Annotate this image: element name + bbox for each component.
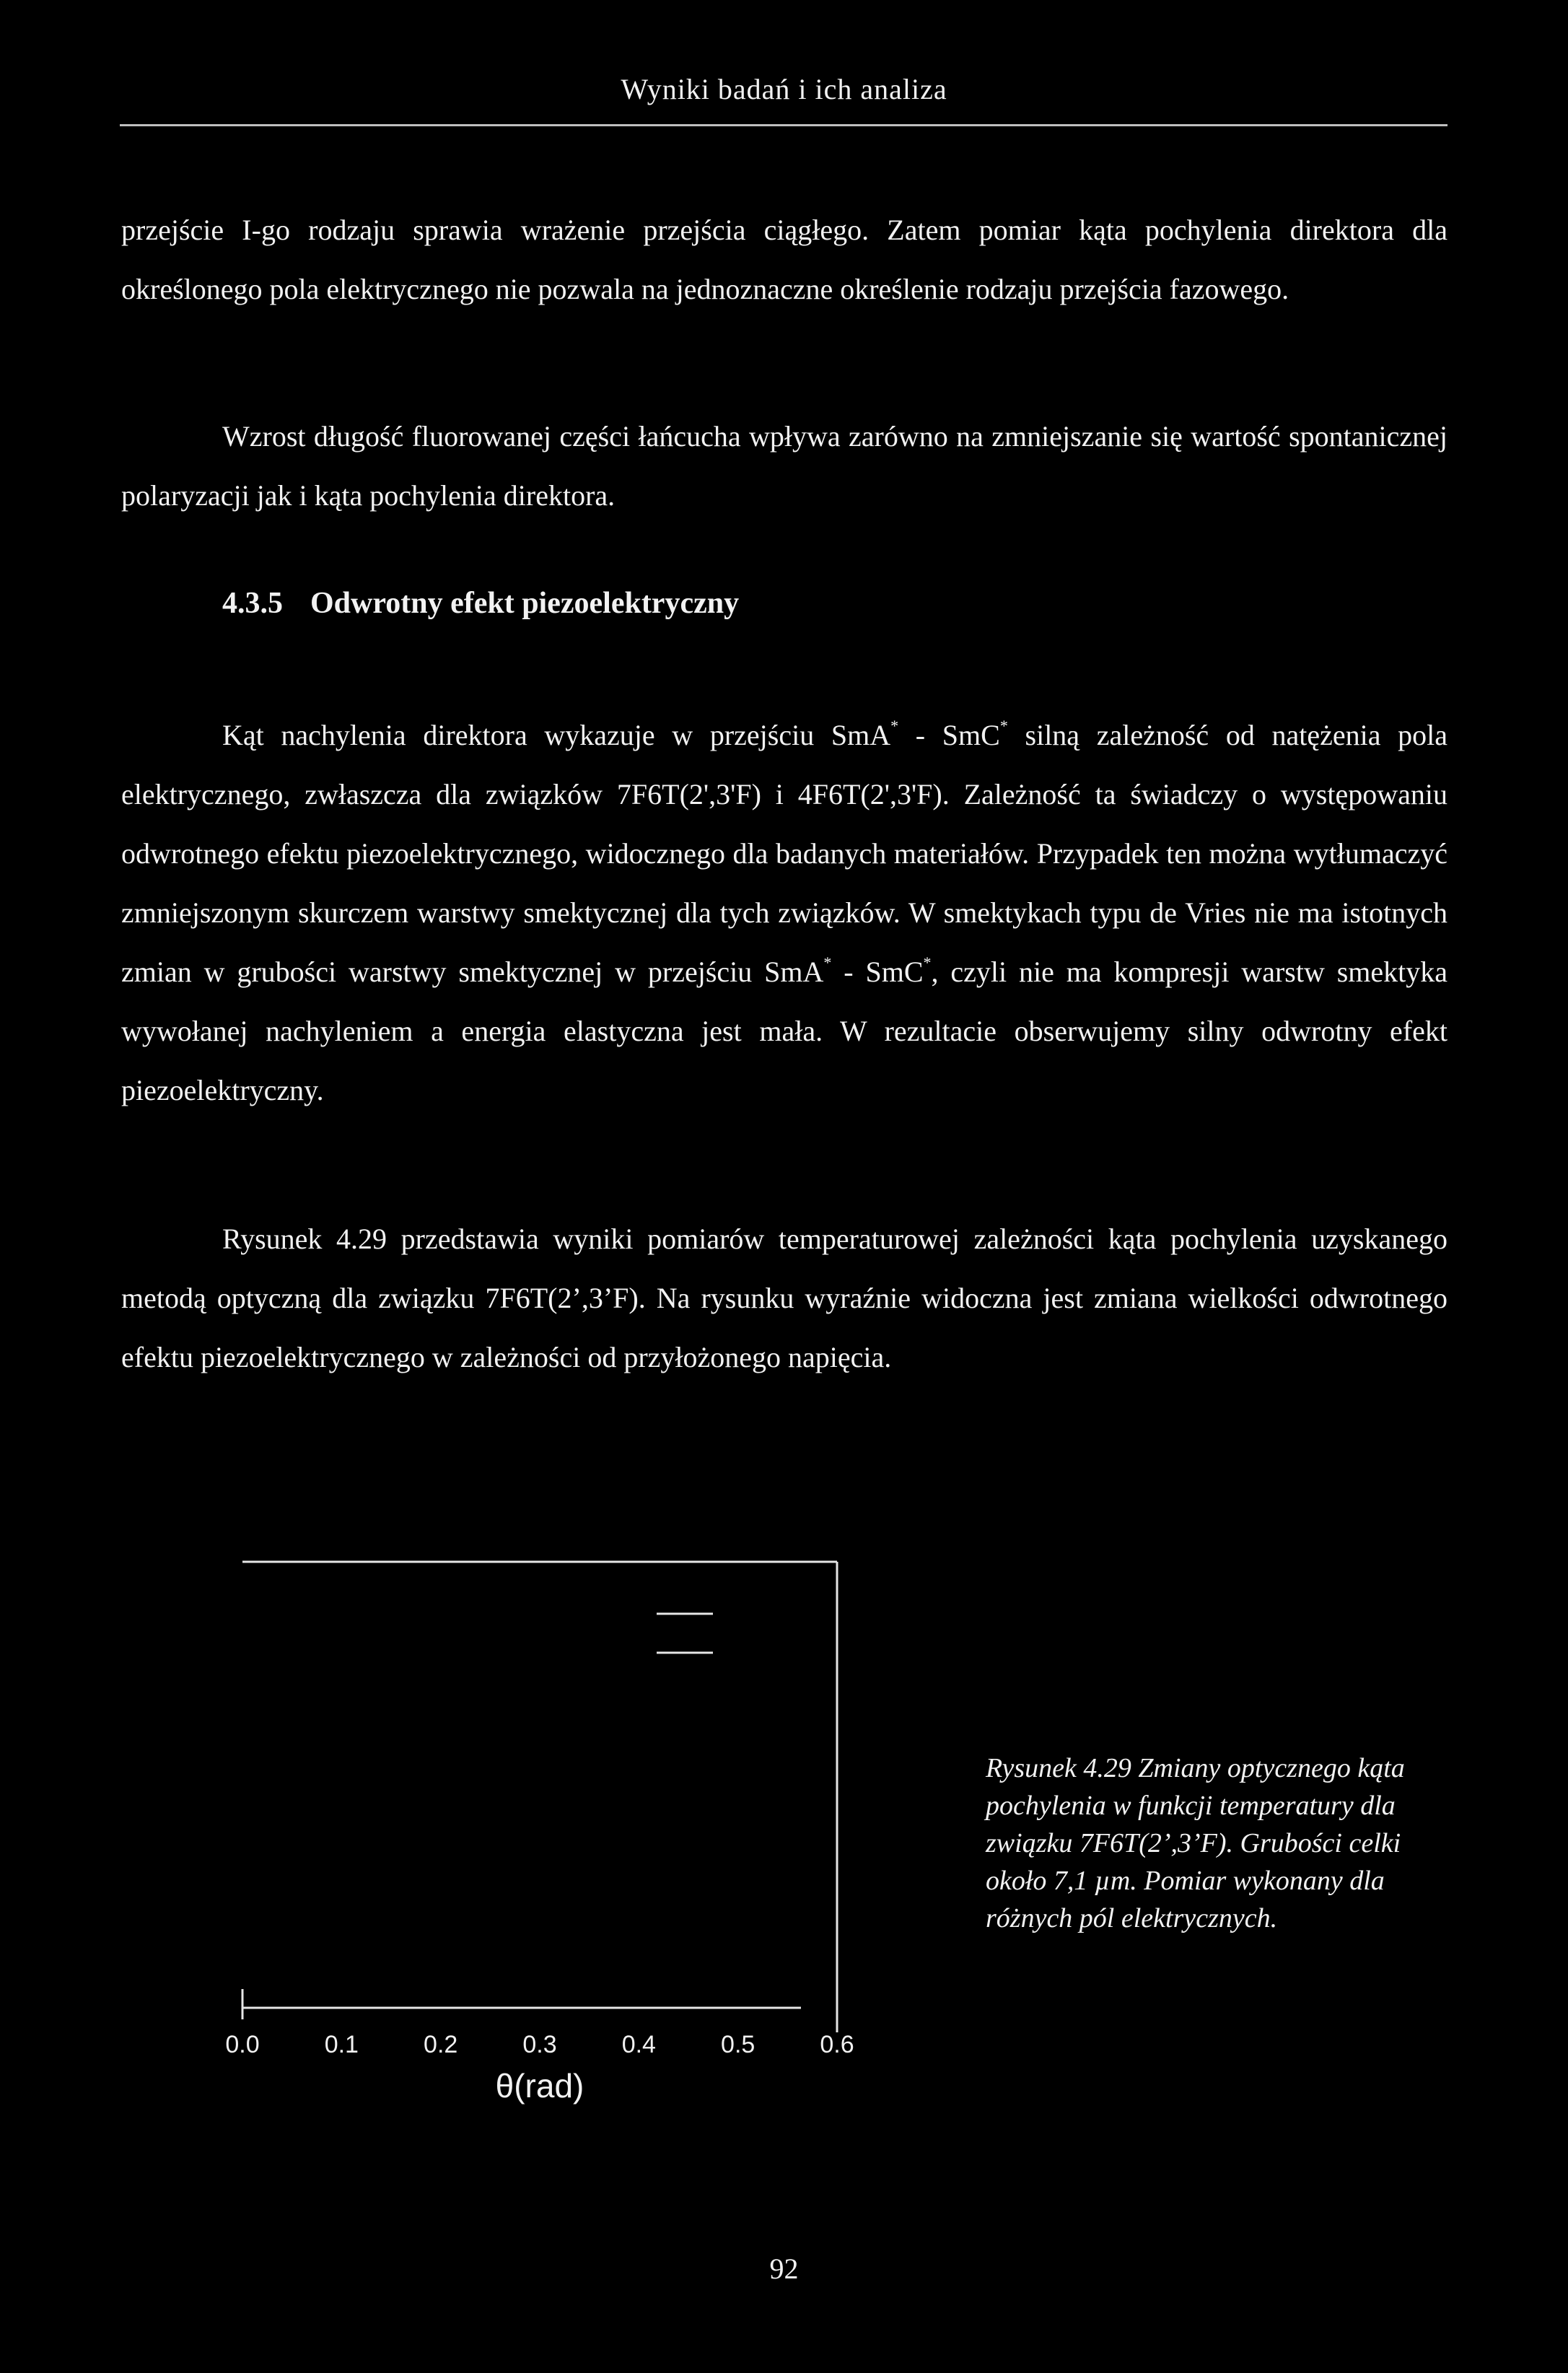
paragraph-2: Wzrost długość fluorowanej części łańcucha wpływa zarówno na zmniejszanie się wartość spontanicznej polaryzacji jak i kąta pochylenia direktora. [121, 420, 1447, 512]
section-number: 4.3.5 [222, 587, 283, 620]
x-tick-label: 0.2 [424, 2031, 458, 2058]
page-number: 92 [769, 2252, 799, 2285]
p3-text-d: - SmC [831, 956, 924, 988]
x-tick-label: 0.0 [225, 2031, 260, 2058]
x-tick-label: 0.3 [522, 2031, 557, 2058]
superscript-star: * [923, 953, 932, 972]
p3-text-a: Kąt nachylenia direktora wykazuje w przejściu SmA [222, 719, 891, 751]
x-axis-title: θ(rad) [495, 2067, 584, 2105]
p3-text-b: - SmC [898, 719, 1000, 751]
superscript-star: * [890, 717, 899, 735]
x-tick-label: 0.4 [621, 2031, 656, 2058]
figure-4-29-chart [225, 1552, 952, 2105]
header-rule [120, 124, 1447, 126]
x-tick-label: 0.5 [721, 2031, 755, 2058]
running-header: Wyniki badań i ich analiza [621, 73, 947, 105]
superscript-star: * [999, 717, 1008, 735]
chart-svg [225, 1552, 952, 2105]
x-tick-label: 0.1 [324, 2031, 359, 2058]
superscript-star: * [823, 953, 832, 972]
p3-text-e: , czyli nie ma kompresji warstw smektyka wywołanej nachyleniem a energia elastyczna jest mała. W rezultacie obserwujemy silny odwrotny efekt piezoelektryczny. [121, 956, 1447, 1106]
paragraph-1: przejście I-go rodzaju sprawia wrażenie przejścia ciągłego. Zatem pomiar kąta pochylenia direktora dla określonego pola elektrycznego nie pozwala na jednoznaczne określenie rodzaju przejścia fazowego. [121, 214, 1447, 305]
section-title: Odwrotny efekt piezoelektryczny [310, 587, 740, 620]
paragraph-3 [121, 706, 1447, 1120]
p3-text-c: silną zależność od natężenia pola elektrycznego, zwłaszcza dla związków 7F6T(2',3'F) i 4F6T(2',3'F). Zależność ta świadczy o występowaniu odwrotnego efektu piezoelektrycznego, widocznego dla badanych materiałów. Przypadek ten można wytłumaczyć zmniejszonym skurczem warstwy smektycznej dla tych związków. W smektykach typu de Vries nie ma istotnych zmian w grubości warstwy smektycznej w przejściu SmA [121, 719, 1448, 988]
x-tick-label: 0.6 [820, 2031, 854, 2058]
paragraph-4: Rysunek 4.29 przedstawia wyniki pomiarów temperaturowej zależności kąta pochylenia uzyskanego metodą optyczną dla związku 7F6T(2’,3’F). Na rysunku wyraźnie widoczna jest zmiana wielkości odwrotnego efektu piezoelektrycznego w zależności od przyłożonego napięcia. [121, 1223, 1447, 1373]
section-heading [222, 586, 739, 621]
figure-caption: Rysunek 4.29 Zmiany optycznego kąta pochylenia w funkcji temperatury dla związku 7F6T(2’,3’F). Grubości celki około 7,1 µm. Pomiar wykonany dla różnych pól elektrycznych. [986, 1753, 1405, 1933]
